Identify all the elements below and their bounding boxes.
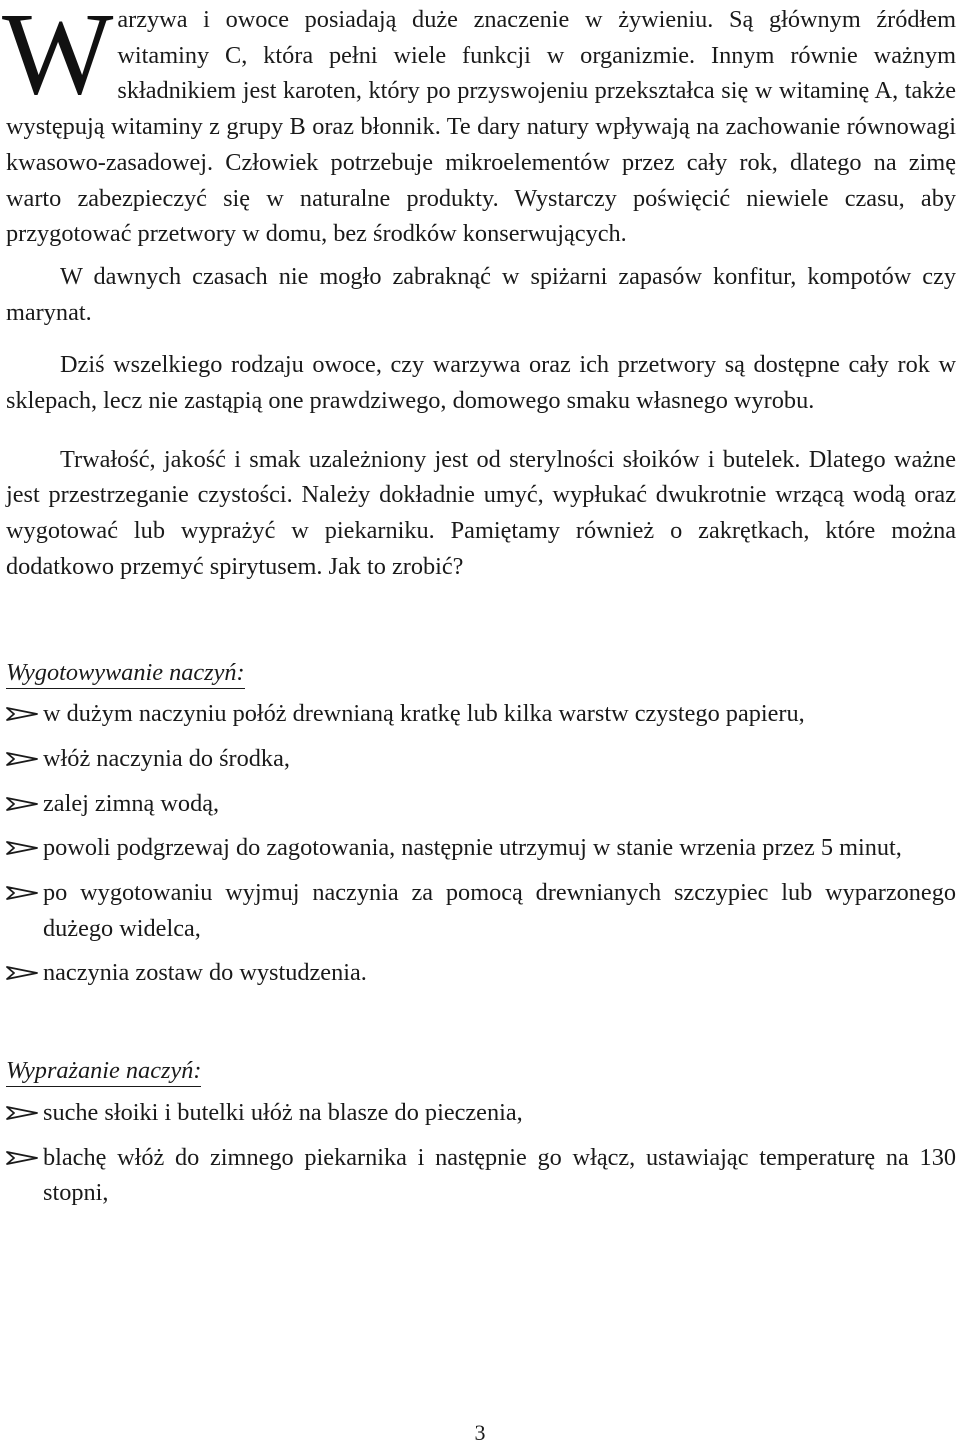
arrowhead-bullet-icon (6, 696, 38, 732)
list-item (6, 955, 956, 991)
list-item-text: włóż naczynia do środka, (43, 744, 290, 772)
list-item (6, 1095, 956, 1131)
list-item-text: powoli podgrzewaj do zagotowania, następnie utrzymuj w stanie wrzenia przez 5 minut, (43, 834, 902, 862)
arrowhead-bullet-icon (6, 1140, 38, 1176)
list-item-text: w dużym naczyniu połóż drewnianą kratkę lub kilka warstw czystego papieru, (43, 700, 805, 728)
list-item (6, 830, 956, 866)
paragraph-sterility: Trwałość, jakość i smak uzależniony jest od sterylności słoików i butelek. Dlatego ważne jest przestrzeganie czystości. Należy dokładnie umyć, wypłukać dwukrotnie wrzącą wodą oraz wygotować lub wyprażyć w piekarniku. Pamiętamy również o zakrętkach, które można dodatkowo przemyć spirytusem. Jak to zrobić? (6, 445, 956, 580)
intro-text: arzywa i owoce posiadają duże znaczenie w żywieniu. Są głównym źródłem witaminy C, która pełni wiele funkcji w organizmie. Innym równie ważnym składnikiem jest karoten, który po przyswojeniu przekształca się w witaminę A, także występują witaminy z grupy B oraz błonnik. Te dary natury wpływają na zachowanie równowagi kwasowo-zasadowej. Człowiek potrzebuje mikroelementów przez cały rok, dlatego na zimę warto zabezpieczyć się w naturalne produkty. Wystarczy poświęcić niewiele czasu, aby przygotować przetwory w domu, bez środków konserwujących. (6, 6, 956, 248)
list-item (6, 1140, 956, 1211)
list-item-text: zalej zimną wodą, (43, 789, 220, 817)
section-baking (6, 1053, 956, 1211)
list-item (6, 786, 956, 822)
list-item-text: blachę włóż do zimnego piekarnika i następnie go włącz, ustawiając temperaturę na 130 stopni, (43, 1143, 956, 1207)
arrowhead-bullet-icon (6, 955, 38, 991)
paragraph-today: Dziś wszelkiego rodzaju owoce, czy warzywa oraz ich przetwory są dostępne cały rok w sklepach, lecz nie zastąpią one prawdziwego, domowego smaku własnego wyrobu. (6, 351, 956, 415)
page-number: 3 (474, 1420, 486, 1445)
drop-cap: W (2, 0, 114, 119)
bullet-list-boiling (6, 696, 956, 991)
list-item (6, 741, 956, 777)
arrowhead-bullet-icon (6, 741, 38, 777)
list-item-text: po wygotowaniu wyjmuj naczynia za pomocą drewnianych szczypiec lub wyparzonego dużego widelca, (43, 879, 956, 942)
arrowhead-bullet-icon (6, 786, 38, 822)
bullet-list-baking (6, 1095, 956, 1211)
list-item-text: suche słoiki i butelki ułóż na blasze do pieczenia, (43, 1098, 523, 1126)
list-item (6, 875, 956, 946)
arrowhead-bullet-icon (6, 830, 38, 866)
section-heading-boiling: Wygotowywanie naczyń: (6, 659, 245, 689)
document-page (2, 0, 956, 1220)
arrowhead-bullet-icon (6, 1095, 38, 1131)
list-item (6, 696, 956, 732)
intro-paragraph (2, 0, 956, 252)
arrowhead-bullet-icon (6, 875, 38, 911)
section-boiling (6, 655, 956, 992)
paragraph-old-times: W dawnych czasach nie mogło zabraknąć w spiżarni zapasów konfitur, kompotów czy marynat. (6, 262, 956, 326)
list-item-text: naczynia zostaw do wystudzenia. (43, 959, 367, 987)
section-heading-baking: Wyprażanie naczyń: (6, 1057, 201, 1087)
